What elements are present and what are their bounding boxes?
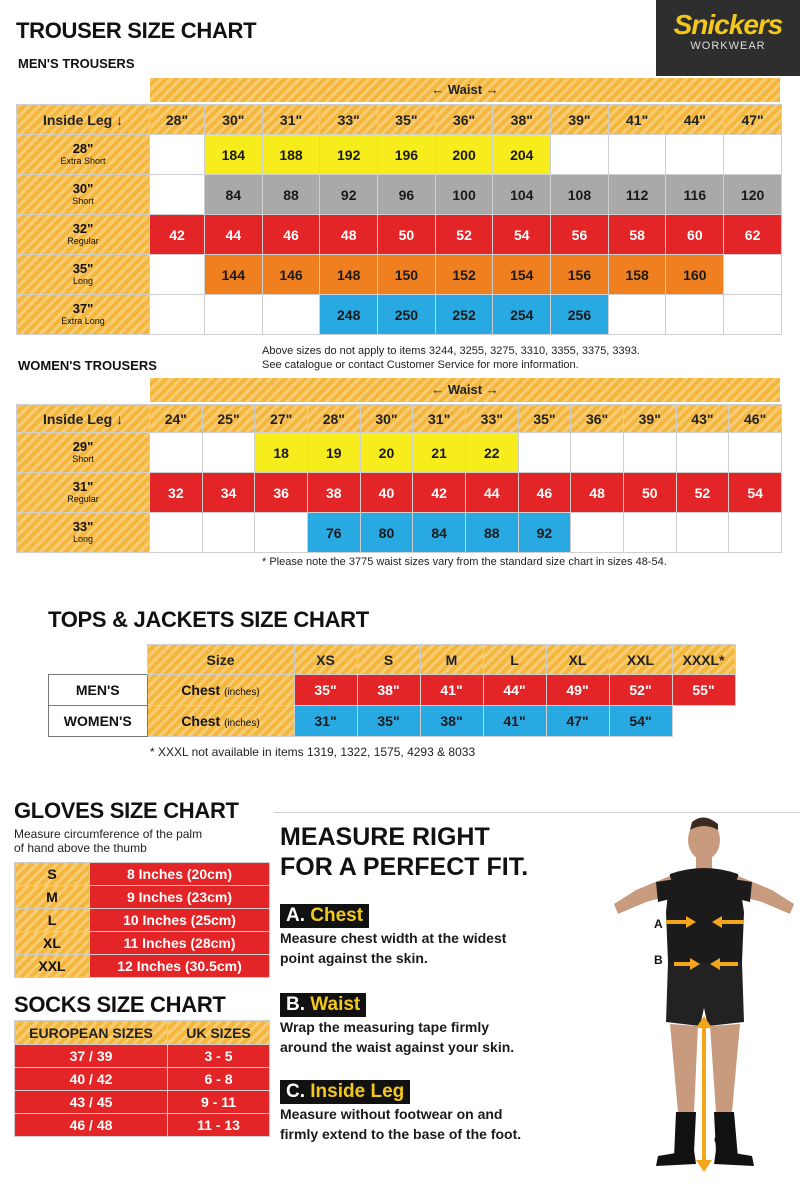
size-cell: 256 [551, 295, 609, 335]
size-header: XS [294, 645, 357, 675]
mens-waist-bar [150, 78, 780, 102]
size-cell: 20 [360, 433, 413, 473]
size-cell: 188 [262, 135, 320, 175]
table-row [15, 863, 270, 886]
measure-unit: (inches) [224, 718, 260, 729]
mens-note-line2: See catalogue or contact Customer Service for more information. [262, 359, 579, 371]
chest-value: 55" [672, 675, 735, 706]
inside-leg-label [17, 433, 150, 473]
size-cell: 160 [666, 255, 724, 295]
inside-leg-arrow [696, 1016, 712, 1172]
size-cell [150, 175, 205, 215]
size-cell: 254 [493, 295, 551, 335]
socks-table [14, 1020, 270, 1137]
waist-header: 41" [608, 105, 666, 135]
table-row [15, 1045, 270, 1068]
measure-unit: (inches) [224, 687, 260, 698]
gloves-chart-title: GLOVES SIZE CHART [14, 798, 239, 823]
measure-item-waist [280, 993, 514, 1057]
size-cell: 100 [435, 175, 493, 215]
size-cell: 92 [518, 513, 571, 553]
size-cell [150, 255, 205, 295]
chest-heading [280, 904, 369, 928]
snickers-logo [656, 0, 800, 76]
eu-size: 40 / 42 [15, 1068, 168, 1091]
size-cell: 116 [666, 175, 724, 215]
size-cell [262, 295, 320, 335]
table-row [17, 433, 782, 473]
size-cell [150, 433, 203, 473]
marker-c: C [714, 1133, 723, 1147]
glove-value: 11 Inches (28cm) [90, 932, 270, 955]
waist-key: B. [286, 994, 305, 1015]
chest-value: 47" [546, 706, 609, 737]
size-cell: 204 [493, 135, 551, 175]
socks-header: UK SIZES [168, 1021, 270, 1045]
chest-key: A. [286, 905, 305, 926]
waist-header: 36" [435, 105, 493, 135]
measure-name: Chest [181, 713, 221, 729]
size-header: S [357, 645, 420, 675]
size-cell: 84 [204, 175, 262, 215]
size-cell [571, 513, 624, 553]
eu-size: 46 / 48 [15, 1114, 168, 1137]
chest-value: 31" [294, 706, 357, 737]
waist-header: 28" [307, 405, 360, 433]
waist-header: 24" [150, 405, 203, 433]
mens-trousers-title: MEN'S TROUSERS [18, 56, 135, 71]
size-cell [608, 135, 666, 175]
size-cell: 84 [413, 513, 466, 553]
chest-value: 38" [420, 706, 483, 737]
waist-header: 44" [666, 105, 724, 135]
waist-header: 47" [724, 105, 782, 135]
size-cell: 46 [518, 473, 571, 513]
size-cell [623, 433, 676, 473]
size-cell: 80 [360, 513, 413, 553]
gloves-desc-line1: Measure circumference of the palm [14, 827, 203, 841]
socks-chart-title: SOCKS SIZE CHART [14, 992, 226, 1017]
size-cell: 36 [255, 473, 308, 513]
inside-leg-label [17, 473, 150, 513]
size-cell: 38 [307, 473, 360, 513]
table-row [15, 886, 270, 909]
inside-leg-label [17, 513, 150, 553]
chest-line1: Measure chest width at the widest [280, 930, 507, 946]
measure-item-chest [280, 904, 506, 968]
waist-header: 46" [729, 405, 782, 433]
glove-value: 12 Inches (30.5cm) [90, 955, 270, 978]
glove-size: L [15, 909, 90, 932]
waist-header: 43" [676, 405, 729, 433]
waist-header: 33" [320, 105, 378, 135]
size-cell: 108 [551, 175, 609, 215]
glove-value: 9 Inches (23cm) [90, 886, 270, 909]
mens-note-line1: Above sizes do not apply to items 3244, 3255, 3275, 3310, 3355, 3375, 3393. [262, 345, 640, 357]
chest-value: 54" [609, 706, 672, 737]
inside-leg-label [17, 215, 150, 255]
leg-length: 33" [72, 519, 94, 534]
inside-leg-key: C. [286, 1081, 305, 1102]
waist-header: 39" [623, 405, 676, 433]
waist-header: 28" [150, 105, 205, 135]
tops-chart-title: TOPS & JACKETS SIZE CHART [48, 607, 369, 632]
gloves-desc [14, 827, 202, 855]
waist-label: Waist [310, 994, 361, 1015]
size-cell [202, 513, 255, 553]
size-cell [666, 135, 724, 175]
inside-leg-line2: firmly extend to the base of the foot. [280, 1126, 522, 1142]
glove-size: XL [15, 932, 90, 955]
size-cell: 50 [623, 473, 676, 513]
size-cell: 52 [435, 215, 493, 255]
tops-size-label: Size [147, 645, 294, 675]
size-header: L [483, 645, 546, 675]
size-cell [551, 135, 609, 175]
glove-size: XXL [15, 955, 90, 978]
womens-trouser-table [16, 404, 782, 553]
size-cell [676, 513, 729, 553]
size-cell: 56 [551, 215, 609, 255]
waist-header: 39" [551, 105, 609, 135]
eu-size: 43 / 45 [15, 1091, 168, 1114]
measure-item-inside-leg [280, 1080, 521, 1144]
inside-leg-header: Inside Leg ↓ [17, 105, 150, 135]
waist-header: 35" [378, 105, 436, 135]
size-cell: 252 [435, 295, 493, 335]
size-cell [666, 295, 724, 335]
size-cell: 62 [724, 215, 782, 255]
chest-value: 41" [483, 706, 546, 737]
chest-value: 52" [609, 675, 672, 706]
size-cell [202, 433, 255, 473]
size-cell: 148 [320, 255, 378, 295]
mens-trouser-table [16, 104, 782, 335]
leg-length: 37" [72, 301, 94, 316]
table-row [15, 955, 270, 978]
chest-label: Chest [310, 905, 364, 926]
table-row [17, 295, 782, 335]
size-cell [676, 433, 729, 473]
size-cell: 52 [676, 473, 729, 513]
size-cell: 48 [571, 473, 624, 513]
who-label: MEN'S [49, 675, 148, 706]
table-row [17, 215, 782, 255]
size-cell: 196 [378, 135, 436, 175]
chest-line2: point against the skin. [280, 950, 428, 966]
leg-name: Long [72, 276, 94, 286]
measure-label [147, 706, 294, 737]
size-cell: 44 [465, 473, 518, 513]
size-cell: 54 [729, 473, 782, 513]
measuring-figure [596, 812, 800, 1182]
logo-sub: WORKWEAR [690, 40, 766, 52]
uk-size: 11 - 13 [168, 1114, 270, 1137]
measure-name: Chest [181, 682, 221, 698]
measure-label [147, 675, 294, 706]
size-cell: 184 [204, 135, 262, 175]
size-cell: 22 [465, 433, 518, 473]
marker-a: A [654, 917, 663, 931]
table-row [15, 932, 270, 955]
size-cell [150, 295, 205, 335]
waist-line1: Wrap the measuring tape firmly [280, 1019, 490, 1035]
size-cell [608, 295, 666, 335]
size-cell: 76 [307, 513, 360, 553]
size-cell [150, 135, 205, 175]
size-cell: 152 [435, 255, 493, 295]
logo-brand: Snickers [673, 9, 783, 40]
leg-length: 35" [72, 261, 94, 276]
table-row [15, 909, 270, 932]
size-cell: 96 [378, 175, 436, 215]
size-header: XXL [609, 645, 672, 675]
size-header: XXXL* [672, 645, 735, 675]
waist-header: 33" [465, 405, 518, 433]
waist-header: 27" [255, 405, 308, 433]
table-row [15, 1091, 270, 1114]
size-cell: 248 [320, 295, 378, 335]
empty-cell [672, 706, 735, 737]
mens-waist-label: ← Waist → [431, 82, 499, 97]
size-cell: 54 [493, 215, 551, 255]
size-cell [571, 433, 624, 473]
leg-length: 29" [72, 439, 94, 454]
tops-table [48, 644, 736, 737]
marker-b: B [654, 953, 663, 967]
size-cell: 158 [608, 255, 666, 295]
size-cell: 144 [204, 255, 262, 295]
glove-value: 10 Inches (25cm) [90, 909, 270, 932]
tops-blank-cell [49, 645, 148, 675]
size-cell: 46 [262, 215, 320, 255]
size-cell [518, 433, 571, 473]
size-cell: 150 [378, 255, 436, 295]
inside-leg-label [17, 295, 150, 335]
trouser-chart-title: TROUSER SIZE CHART [16, 18, 257, 43]
size-cell [255, 513, 308, 553]
size-header: XL [546, 645, 609, 675]
size-cell: 154 [493, 255, 551, 295]
chest-value: 41" [420, 675, 483, 706]
leg-name: Long [72, 534, 94, 544]
chest-value: 38" [357, 675, 420, 706]
womens-waist-label: ← Waist → [431, 382, 499, 397]
leg-name: Regular [67, 494, 99, 504]
size-cell: 19 [307, 433, 360, 473]
size-cell: 112 [608, 175, 666, 215]
uk-size: 9 - 11 [168, 1091, 270, 1114]
measure-title-line2: FOR A PERFECT FIT. [280, 853, 529, 881]
table-row [17, 135, 782, 175]
womens-note: * Please note the 3775 waist sizes vary from the standard size chart in sizes 48-54. [262, 556, 667, 568]
table-row [17, 473, 782, 513]
size-cell: 42 [413, 473, 466, 513]
measure-title-line1: MEASURE RIGHT [280, 823, 490, 851]
size-cell: 42 [150, 215, 205, 255]
womens-trousers-title: WOMEN'S TROUSERS [18, 358, 157, 373]
size-cell [729, 433, 782, 473]
size-cell: 200 [435, 135, 493, 175]
size-cell: 250 [378, 295, 436, 335]
waist-header: 30" [360, 405, 413, 433]
size-cell: 156 [551, 255, 609, 295]
inside-leg-line1: Measure without footwear on and [280, 1106, 503, 1122]
waist-header: 31" [262, 105, 320, 135]
gloves-desc-line2: of hand above the thumb [14, 841, 147, 855]
size-cell: 44 [204, 215, 262, 255]
measure-title [280, 822, 528, 882]
mens-note [262, 344, 640, 372]
leg-name: Short [72, 196, 94, 206]
waist-header: 30" [204, 105, 262, 135]
size-cell: 32 [150, 473, 203, 513]
waist-header: 35" [518, 405, 571, 433]
size-cell [204, 295, 262, 335]
size-cell [724, 135, 782, 175]
size-cell: 192 [320, 135, 378, 175]
waist-header: 25" [202, 405, 255, 433]
size-cell [724, 255, 782, 295]
leg-length: 30" [72, 181, 94, 196]
size-header: M [420, 645, 483, 675]
inside-leg-label [17, 175, 150, 215]
size-cell: 88 [262, 175, 320, 215]
table-row [49, 706, 736, 737]
size-cell: 88 [465, 513, 518, 553]
uk-size: 6 - 8 [168, 1068, 270, 1091]
table-row [15, 1114, 270, 1137]
chest-value: 35" [294, 675, 357, 706]
womens-waist-bar [150, 378, 780, 402]
gloves-table [14, 862, 270, 978]
size-cell [623, 513, 676, 553]
inside-leg-header: Inside Leg ↓ [17, 405, 150, 433]
size-cell: 40 [360, 473, 413, 513]
table-row [17, 255, 782, 295]
inside-leg-label [17, 135, 150, 175]
size-cell: 146 [262, 255, 320, 295]
size-cell [150, 513, 203, 553]
waist-line2: around the waist against your skin. [280, 1039, 515, 1055]
leg-name: Short [72, 454, 94, 464]
glove-size: M [15, 886, 90, 909]
inside-leg-heading [280, 1080, 410, 1104]
leg-name: Regular [67, 236, 99, 246]
size-cell: 34 [202, 473, 255, 513]
leg-name: Extra Long [61, 316, 105, 326]
size-cell: 104 [493, 175, 551, 215]
waist-header: 38" [493, 105, 551, 135]
glove-value: 8 Inches (20cm) [90, 863, 270, 886]
waist-heading [280, 993, 366, 1017]
size-cell [724, 295, 782, 335]
tops-note: * XXXL not available in items 1319, 1322, 1575, 4293 & 8033 [150, 745, 476, 759]
chest-value: 35" [357, 706, 420, 737]
uk-size: 3 - 5 [168, 1045, 270, 1068]
size-cell: 48 [320, 215, 378, 255]
socks-header: EUROPEAN SIZES [15, 1021, 168, 1045]
size-cell: 92 [320, 175, 378, 215]
chest-value: 44" [483, 675, 546, 706]
size-cell: 58 [608, 215, 666, 255]
waist-header: 36" [571, 405, 624, 433]
leg-length: 28" [72, 141, 94, 156]
size-cell: 18 [255, 433, 308, 473]
who-label: WOMEN'S [49, 706, 148, 737]
size-cell: 50 [378, 215, 436, 255]
table-row [17, 175, 782, 215]
table-row [15, 1068, 270, 1091]
waist-header: 31" [413, 405, 466, 433]
leg-length: 32" [72, 221, 94, 236]
chest-value: 49" [546, 675, 609, 706]
eu-size: 37 / 39 [15, 1045, 168, 1068]
leg-length: 31" [72, 479, 94, 494]
size-cell: 60 [666, 215, 724, 255]
size-cell: 21 [413, 433, 466, 473]
glove-size: S [15, 863, 90, 886]
size-cell [729, 513, 782, 553]
size-cell: 120 [724, 175, 782, 215]
inside-leg-label: Inside Leg [310, 1081, 405, 1102]
table-row [49, 675, 736, 706]
inside-leg-label [17, 255, 150, 295]
table-row [17, 513, 782, 553]
leg-name: Extra Short [60, 156, 106, 166]
